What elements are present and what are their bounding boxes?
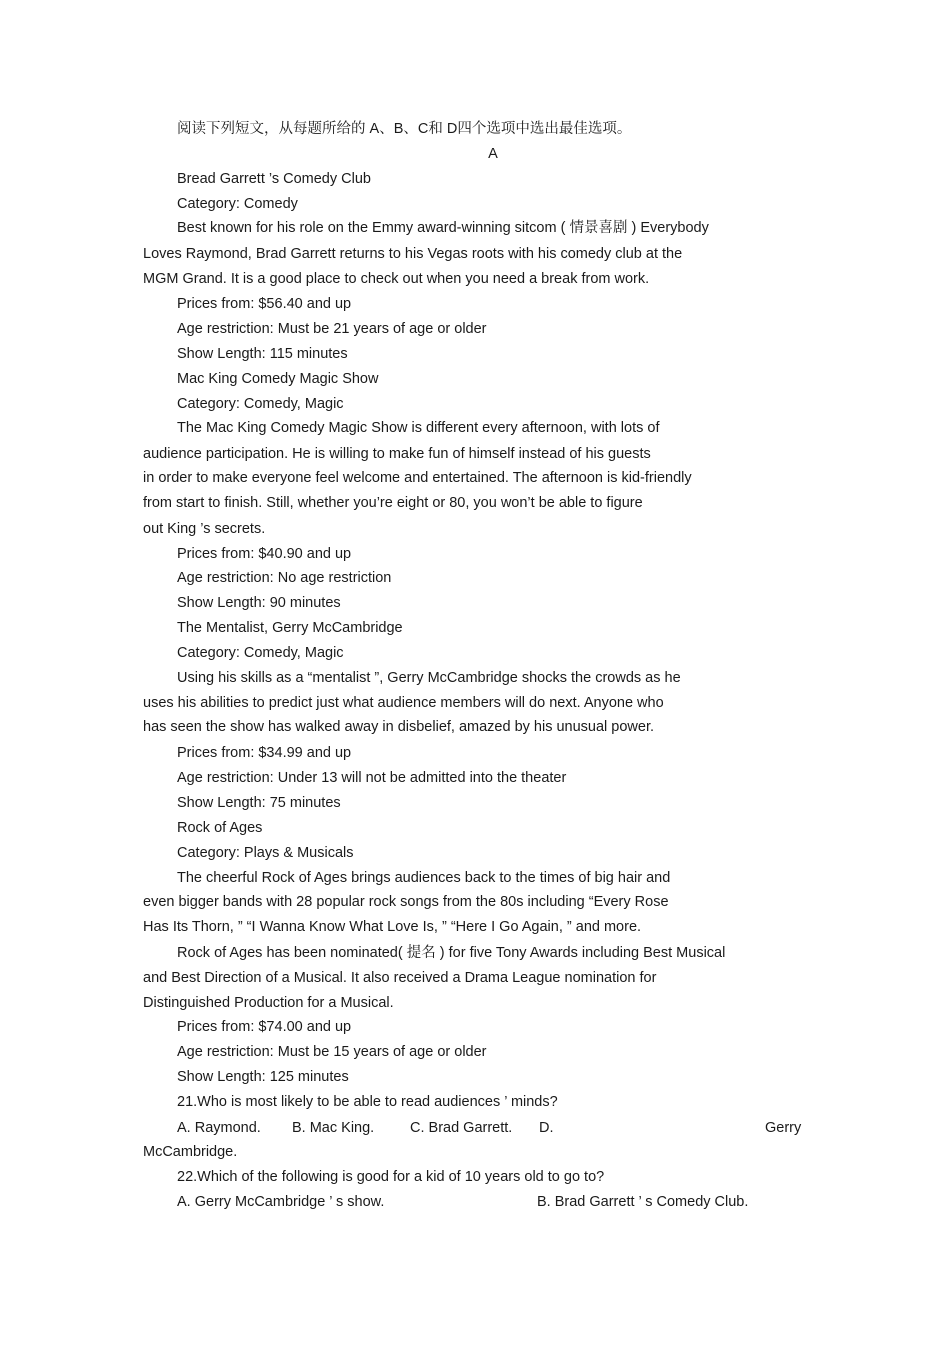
show-length: Show Length: 115 minutes — [177, 346, 348, 362]
show-description-line: uses his abilities to predict just what audience members will do next. Anyone who — [143, 695, 664, 711]
show-age-restriction: Age restriction: Under 13 will not be admitted into the theater — [177, 770, 567, 786]
option-a: A. Raymond. — [177, 1120, 261, 1136]
show-category: Category: Comedy, Magic — [177, 645, 344, 661]
show-description-line: Loves Raymond, Brad Garrett returns to his Vegas roots with his comedy club at the — [143, 246, 683, 262]
show-description-line: even bigger bands with 28 popular rock songs from the 80s including “Every Rose — [143, 894, 669, 910]
show-description-line: Using his skills as a “mentalist ”, Gerry McCambridge shocks the crowds as he — [177, 670, 681, 686]
show-length: Show Length: 90 minutes — [177, 595, 341, 611]
show-description-line: has seen the show has walked away in disbelief, amazed by his unusual power. — [143, 719, 655, 735]
show-description-line: Has Its Thorn, ” “I Wanna Know What Love Is, ” “Here I Go Again, ” and more. — [143, 919, 642, 935]
show-age-restriction: Age restriction: Must be 21 years of age or older — [177, 321, 487, 337]
instruction: 阅读下列短文，从每题所给的 A、B、C和 D四个选项中选出最佳选项。 — [177, 121, 632, 137]
show-age-restriction: Age restriction: Must be 15 years of age or older — [177, 1044, 487, 1060]
show-price: Prices from: $40.90 and up — [177, 546, 352, 562]
show-category: Category: Comedy — [177, 196, 298, 212]
show-description-line: and Best Direction of a Musical. It also received a Drama League nomination for — [143, 970, 657, 986]
show-title: Bread Garrett ’s Comedy Club — [177, 171, 371, 187]
option-d-text-continued: McCambridge. — [143, 1144, 238, 1160]
show-description-line: Best known for his role on the Emmy award-winning sitcom ( 情景喜剧 ) Everybody — [177, 220, 709, 236]
show-description-line: from start to finish. Still, whether you’re eight or 80, you won’t be able to figure — [143, 495, 643, 511]
show-length: Show Length: 125 minutes — [177, 1069, 349, 1085]
show-price: Prices from: $74.00 and up — [177, 1019, 352, 1035]
show-description-line: Distinguished Production for a Musical. — [143, 995, 394, 1011]
show-description-line: out King ’s secrets. — [143, 521, 266, 537]
option-d: D. — [539, 1120, 554, 1136]
section-label: A — [488, 146, 498, 162]
show-length: Show Length: 75 minutes — [177, 795, 341, 811]
show-title: Rock of Ages — [177, 820, 263, 836]
show-description-line: The Mac King Comedy Magic Show is different every afternoon, with lots of — [177, 420, 660, 436]
show-category: Category: Comedy, Magic — [177, 396, 344, 412]
show-description-line: MGM Grand. It is a good place to check out when you need a break from work. — [143, 271, 650, 287]
show-title: The Mentalist, Gerry McCambridge — [177, 620, 403, 636]
show-title: Mac King Comedy Magic Show — [177, 371, 379, 387]
show-description-line: in order to make everyone feel welcome and entertained. The afternoon is kid-friendly — [143, 470, 692, 486]
question-stem: 22.Which of the following is good for a kid of 10 years old to go to? — [177, 1169, 605, 1185]
show-price: Prices from: $34.99 and up — [177, 745, 352, 761]
question-stem: 21.Who is most likely to be able to read audiences ’ minds? — [177, 1094, 558, 1110]
show-description-line: audience participation. He is willing to make fun of himself instead of his guests — [143, 446, 651, 462]
show-description-line: Rock of Ages has been nominated( 提名 ) for five Tony Awards including Best Musical — [177, 945, 726, 961]
option-b: B. Brad Garrett ’ s Comedy Club. — [537, 1194, 749, 1210]
show-price: Prices from: $56.40 and up — [177, 296, 352, 312]
show-description-line: The cheerful Rock of Ages brings audiences back to the times of big hair and — [177, 870, 671, 886]
show-category: Category: Plays & Musicals — [177, 845, 354, 861]
option-c: C. Brad Garrett. — [410, 1120, 513, 1136]
option-b: B. Mac King. — [292, 1120, 375, 1136]
option-d-text: Gerry — [765, 1120, 802, 1136]
show-age-restriction: Age restriction: No age restriction — [177, 570, 392, 586]
option-a: A. Gerry McCambridge ’ s show. — [177, 1194, 385, 1210]
